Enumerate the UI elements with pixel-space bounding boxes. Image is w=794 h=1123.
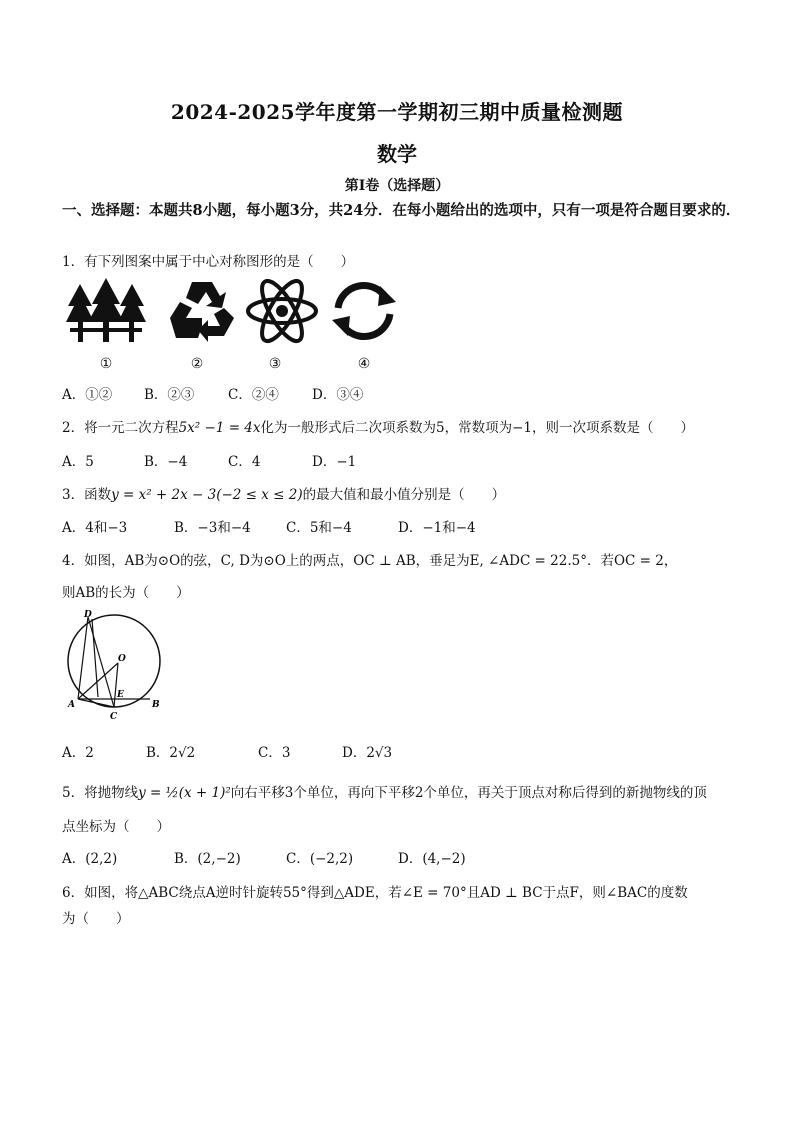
q1-option-d[interactable]: D．③④ [312, 387, 364, 403]
q4-option-d[interactable]: D．2√3 [342, 745, 393, 761]
q4-option-a[interactable]: A．2 [62, 745, 94, 761]
refresh-arrows-icon [324, 278, 404, 344]
recycle-icon [162, 278, 242, 344]
part-title: 第I卷（选择题） [344, 178, 450, 194]
q2-option-b[interactable]: B．−4 [144, 454, 188, 470]
point-label-e: E [117, 690, 124, 700]
q3-option-c[interactable]: C．5和−4 [286, 520, 352, 536]
q5-options [62, 847, 466, 867]
q4-option-b[interactable]: B．2√2 [146, 745, 196, 761]
figure-label-4: ④ [357, 356, 371, 372]
q5-option-b[interactable]: B．(2,−2) [174, 851, 241, 867]
point-label-d: D [84, 610, 92, 620]
q1-options [62, 383, 363, 403]
q2-stem-a: 2．将一元二次方程 [62, 420, 179, 436]
q5-option-c[interactable]: C．(−2,2) [286, 851, 354, 867]
q3-options [62, 516, 476, 536]
q2-options [62, 450, 356, 470]
q4-options [62, 741, 392, 761]
q2-option-a[interactable]: A．5 [62, 454, 94, 470]
q5-stem-b: 向右平移3个单位，再向下平移2个单位，再关于顶点对称后得到的新抛物线的顶 [230, 785, 707, 801]
figure-label-3: ③ [268, 356, 282, 372]
figure-label-1: ① [99, 356, 113, 372]
q3-stem-b: 的最大值和最小值分别是（ ） [302, 487, 506, 503]
point-label-c: C [110, 712, 118, 722]
q2-equation: 5x² −1 = 4x [178, 420, 261, 436]
q3-equation: y = x² + 2x − 3(−2 ≤ x ≤ 2) [111, 487, 303, 503]
q6-stem-line1: 6．如图，将△ABC绕点A逆时针旋转55°得到△ADE，若∠E = 70°且AD ⊥ BC于点F，则∠BAC的度数 [62, 885, 688, 901]
point-label-o: O [118, 654, 126, 664]
q5-stem-a: 5．将抛物线 [62, 785, 139, 801]
q1-option-b[interactable]: B．②③ [144, 387, 195, 403]
q1-figures [66, 278, 406, 378]
trees-icon [66, 278, 146, 344]
q2-stem-b: 化为一般形式后二次项系数为5，常数项为−1，则一次项系数是（ ） [260, 420, 694, 436]
q3-option-a[interactable]: A．4和−3 [62, 520, 128, 536]
q3-option-d[interactable]: D．−1和−4 [398, 520, 476, 536]
q4-option-c[interactable]: C．3 [258, 745, 291, 761]
q5-option-d[interactable]: D．(4,−2) [398, 851, 466, 867]
q3-stem-a: 3．函数 [62, 487, 112, 503]
q4-stem-line1: 4．如图，AB为⊙O的弦，C, D为⊙O上的两点，OC ⊥ AB，垂足为E, ∠ADC = 22.5°．若OC = 2， [62, 553, 678, 569]
point-label-b: B [152, 700, 160, 710]
q5-stem-line1 [62, 781, 752, 801]
q1-stem: 1．有下列图案中属于中心对称图形的是（ ） [62, 254, 355, 270]
q4-circle-figure [62, 605, 168, 725]
q2-stem [62, 416, 752, 436]
subject-title: 数学 [377, 142, 417, 166]
q2-option-c[interactable]: C．4 [228, 454, 261, 470]
q3-option-b[interactable]: B．−3和−4 [174, 520, 251, 536]
q5-stem-line2: 点坐标为（ ） [62, 819, 170, 835]
q6-stem-line2: 为（ ） [62, 911, 130, 927]
q5-equation: y = ½(x + 1)² [138, 785, 231, 801]
q5-option-a[interactable]: A．(2,2) [62, 851, 118, 867]
circle-diagram [62, 605, 168, 725]
q1-option-a[interactable]: A．①② [62, 387, 113, 403]
point-label-a: A [68, 700, 75, 710]
q4-stem-line2: 则AB的长为（ ） [62, 585, 190, 601]
atom-icon [242, 278, 322, 344]
q2-option-d[interactable]: D．−1 [312, 454, 357, 470]
q3-stem [62, 483, 752, 503]
q1-option-c[interactable]: C．②④ [228, 387, 279, 403]
exam-title: 2024-2025学年度第一学期初三期中质量检测题 [170, 100, 624, 124]
figure-label-2: ② [190, 356, 204, 372]
section-instructions: 一、选择题：本题共8小题，每小题3分，共24分．在每小题给出的选项中，只有一项是符合题目要求的． [62, 202, 741, 219]
